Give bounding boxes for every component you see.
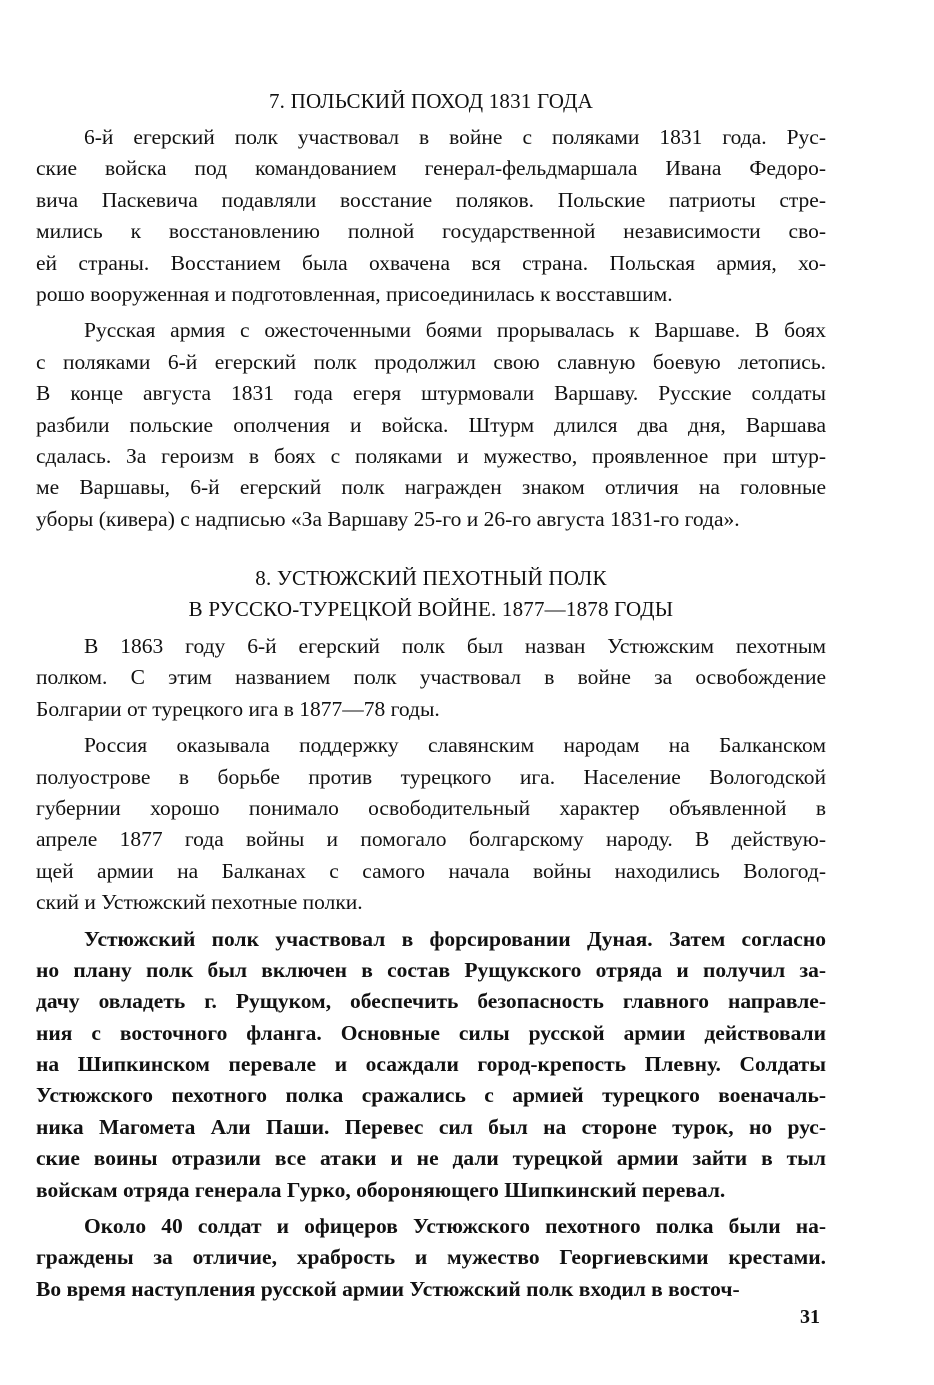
text-line: сдалась. За героизм в боях с поляками и мужество, проявленное при штур-: [36, 443, 826, 468]
text-line: губернии хорошо понимало освободительный характер объявленной в: [36, 795, 826, 820]
section-8-heading-line1: 8. УСТЮЖСКИЙ ПЕХОТНЫЙ ПОЛК: [255, 566, 607, 590]
text-line: Болгарии от турецкого ига в 1877—78 годы.: [36, 696, 440, 721]
text-line: на Шипкинском перевале и осаждали город-крепость Плевну. Солдаты: [36, 1052, 826, 1077]
text-line: с поляками 6-й егерский полк продолжил свою славную боевую летопись.: [36, 349, 826, 374]
text-line: Устюжский полк участвовал в форсировании Дуная. Затем согласно: [84, 926, 826, 951]
paragraph: [36, 631, 826, 725]
text-line: ский и Устюжский пехотные полки.: [36, 890, 363, 915]
text-line: В конце августа 1831 года егеря штурмовали Варшаву. Русские солдаты: [36, 381, 826, 406]
text-line: но плану полк был включен в состав Рущукского отряда и получил за-: [36, 957, 826, 982]
text-line: уборы (кивера) с надписью «За Варшаву 25-го и 26-го августа 1831-го года».: [36, 506, 740, 531]
text-line: ей страны. Восстанием была охвачена вся страна. Польская армия, хо-: [36, 250, 826, 275]
text-line: вича Паскевича подавляли восстание поляков. Польские патриоты стре-: [36, 187, 826, 212]
text-line: апреле 1877 года войны и помогало болгарскому народу. В действую-: [36, 827, 826, 852]
text-line: Россия оказывала поддержку славянским народам на Балканском: [84, 733, 826, 758]
paragraph: [36, 730, 826, 918]
paragraph: [36, 315, 826, 535]
text-line: полуострове в борьбе против турецкого ига. Население Вологодской: [36, 764, 826, 789]
text-line: В 1863 году 6-й егерский полк был назван Устюжским пехотным: [84, 634, 826, 658]
text-line: граждены за отличие, храбрость и мужество Георгиевскими крестами.: [36, 1245, 826, 1270]
text-line: ния с восточного фланга. Основные силы русской армии действовали: [36, 1020, 826, 1045]
paragraph: [36, 122, 826, 310]
text-line: разбили польские ополчения и войска. Штурм длился два дня, Варшава: [36, 412, 826, 437]
section-7-body: [36, 122, 826, 535]
paragraph: [36, 1211, 826, 1305]
page-number: 31: [800, 1306, 820, 1328]
section-8-heading-line2: В РУССКО-ТУРЕЦКОЙ ВОЙНЕ. 1877—1878 ГОДЫ: [188, 597, 674, 621]
text-line: ника Магомета Али Паши. Перевес сил был на стороне турок, но рус-: [36, 1114, 826, 1139]
text-line: полком. С этим названием полк участвовал в войне за освобождение: [36, 665, 826, 690]
text-line: войскам отряда генерала Гурко, обороняющего Шипкинский перевал.: [36, 1177, 726, 1202]
text-line: ские воины отразили все атаки и не дали турецкой армии зайти в тыл: [36, 1146, 826, 1171]
text-line: ме Варшавы, 6-й егерский полк награжден знаком отличия на головные: [36, 475, 826, 500]
text-line: мились к восстановлению полной государственной независимости сво-: [36, 219, 826, 244]
section-8-body: [36, 631, 826, 1305]
paragraph: [36, 924, 826, 1207]
text-line: дачу овладеть г. Рущуком, обеспечить безопасность главного направле-: [36, 989, 826, 1014]
text-line: ские войска под командованием генерал-фельдмаршала Ивана Федоро-: [36, 156, 826, 181]
text-line: Русская армия с ожесточенными боями прорывалась к Варшаве. В боях: [84, 318, 826, 343]
text-line: Во время наступления русской армии Устюжский полк входил в восточ-: [36, 1276, 740, 1301]
section-7-heading: 7. ПОЛЬСКИЙ ПОХОД 1831 ГОДА: [268, 89, 594, 113]
text-line: рошо вооруженная и подготовленная, присоединилась к восставшим.: [36, 281, 673, 306]
text-line: щей армии на Балканах с самого начала войны находились Вологод-: [36, 858, 826, 883]
text-line: 6-й егерский полк участвовал в войне с поляками 1831 года. Рус-: [84, 125, 826, 149]
text-line: Около 40 солдат и офицеров Устюжского пехотного полка были на-: [84, 1214, 826, 1239]
text-line: Устюжского пехотного полка сражались с армией турецкого военачаль-: [36, 1083, 826, 1108]
